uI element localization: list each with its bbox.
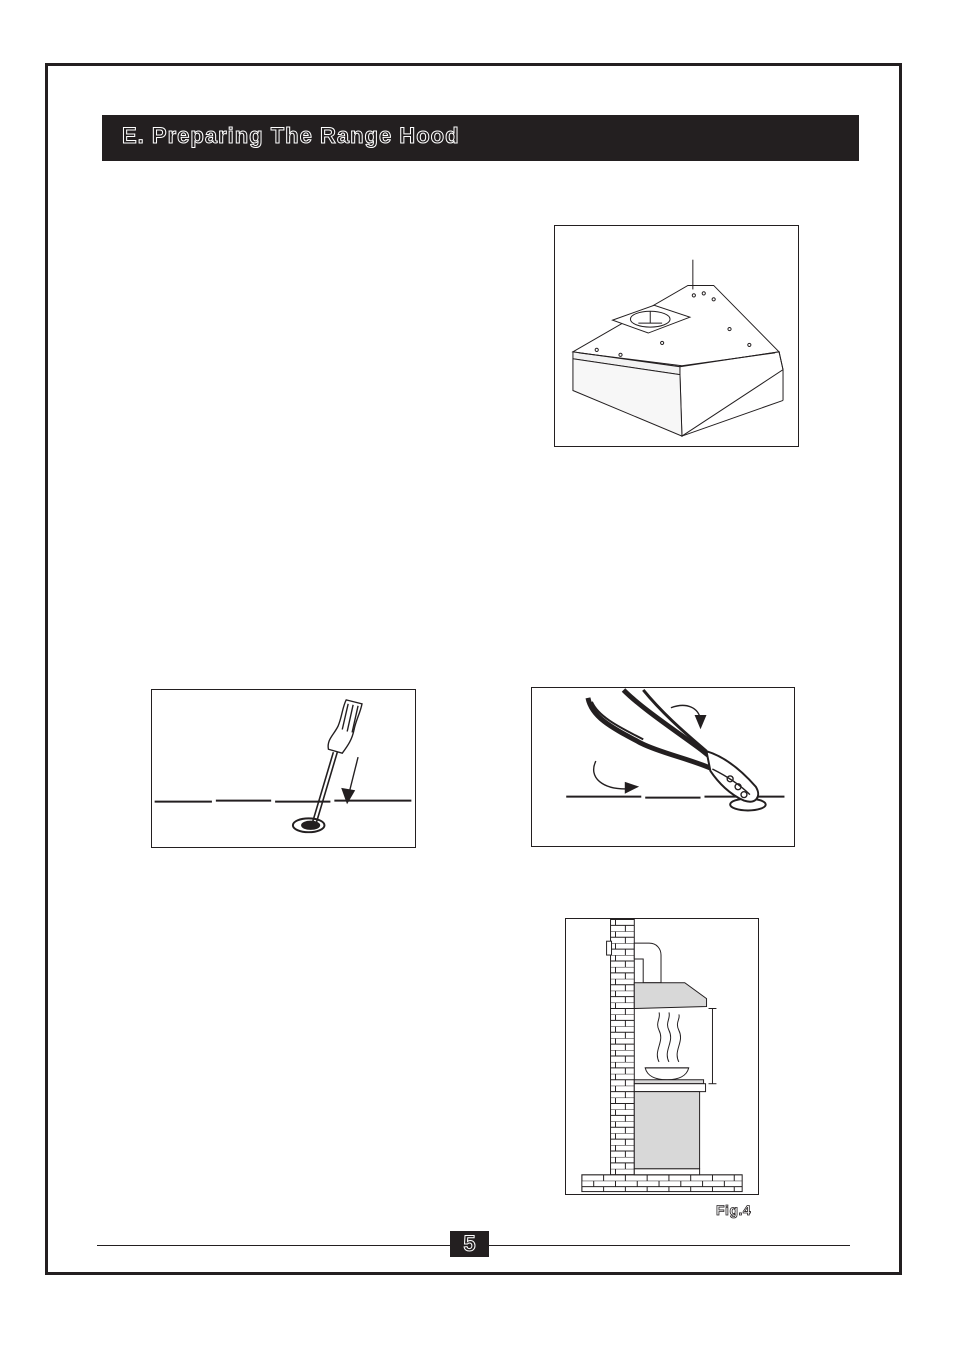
page-number: 5 <box>450 1231 489 1257</box>
screwdriver-knockout-illustration <box>151 689 416 848</box>
installation-drawing <box>566 919 758 1194</box>
section-title <box>122 123 460 149</box>
screwdriver-drawing <box>152 690 415 847</box>
range-hood-drawing <box>555 226 798 446</box>
range-hood-illustration <box>554 225 799 447</box>
fig4-label: Fig.4 <box>716 1202 752 1218</box>
pliers-knockout-illustration <box>531 687 795 847</box>
section-header <box>102 115 859 161</box>
installation-side-view-illustration <box>565 918 759 1195</box>
section-letter: E. <box>122 123 145 148</box>
section-title-text: Preparing The Range Hood <box>151 123 460 148</box>
pliers-drawing <box>532 688 794 846</box>
